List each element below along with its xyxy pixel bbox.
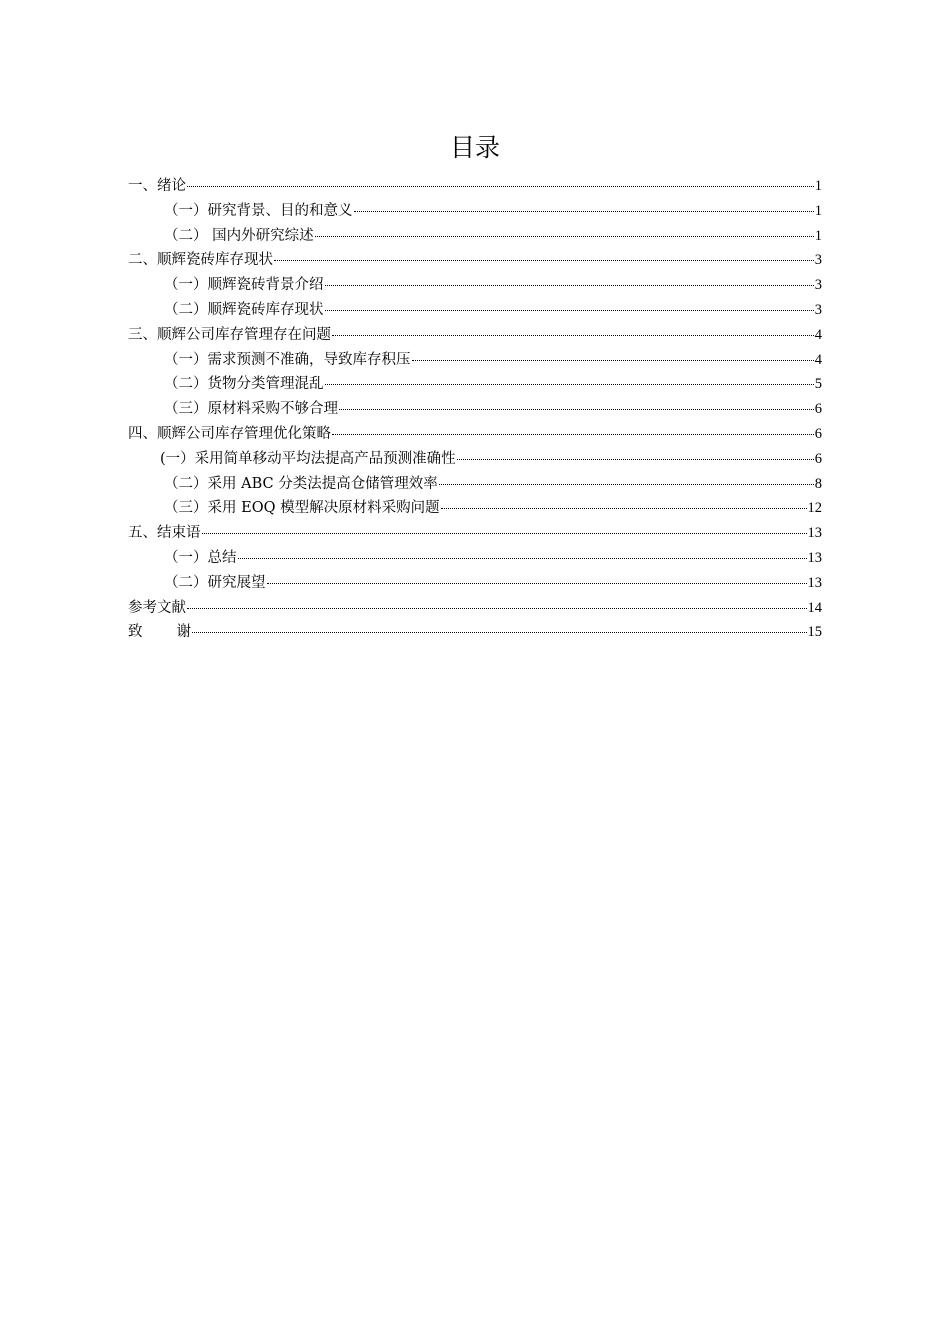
toc-entry[interactable] — [128, 496, 822, 521]
toc-entry-title: （二）研究展望 — [164, 574, 266, 591]
toc-entry[interactable] — [128, 571, 822, 596]
toc-entry-page: 4 — [814, 326, 822, 343]
toc-leader-dots — [202, 533, 807, 534]
toc-entry[interactable] — [128, 174, 822, 199]
toc-entry-title: 参考文献 — [128, 599, 186, 616]
toc-entry[interactable] — [128, 248, 822, 273]
toc-leader-dots — [325, 384, 814, 385]
table-of-contents — [128, 174, 822, 645]
toc-entry-title: (一）采用简单移动平均法提高产品预测准确性 — [160, 450, 456, 467]
toc-leader-dots — [325, 285, 814, 286]
toc-leader-dots — [332, 335, 814, 336]
toc-leader-dots — [274, 260, 814, 261]
toc-leader-dots — [354, 211, 814, 212]
toc-entry-title-part1: 致 — [128, 624, 143, 641]
toc-entry-title — [128, 620, 191, 645]
toc-entry-page: 13 — [807, 574, 822, 591]
toc-entry-title: 四、顺辉公司库存管理优化策略 — [128, 425, 331, 442]
toc-entry-title: 一、绪论 — [128, 178, 186, 194]
toc-leader-dots — [325, 310, 814, 311]
toc-entry-page: 6 — [814, 450, 822, 467]
toc-entry-page: 13 — [807, 549, 822, 566]
toc-entry-page: 1 — [814, 202, 822, 219]
toc-entry[interactable] — [128, 372, 822, 397]
toc-entry[interactable] — [128, 596, 822, 621]
toc-leader-dots — [267, 583, 807, 584]
toc-entry-page: 13 — [807, 525, 822, 542]
toc-entry-page: 12 — [807, 500, 822, 517]
toc-entry-title: 二、顺辉瓷砖库存现状 — [128, 252, 273, 269]
toc-entry-page: 3 — [814, 301, 822, 318]
toc-entry-page: 4 — [814, 351, 822, 368]
toc-entry[interactable] — [128, 397, 822, 422]
toc-leader-dots — [192, 632, 807, 633]
toc-entry[interactable] — [128, 224, 822, 249]
toc-entry-page: 1 — [814, 178, 822, 194]
toc-entry-title: （一）顺辉瓷砖背景介绍 — [164, 277, 324, 294]
toc-entry-page: 1 — [814, 227, 822, 244]
toc-leader-dots — [439, 484, 814, 485]
toc-leader-dots — [339, 409, 814, 410]
toc-entry-title: 五、结束语 — [128, 525, 201, 542]
toc-entry[interactable] — [128, 298, 822, 323]
toc-entry-page: 15 — [807, 624, 822, 641]
toc-entry[interactable] — [128, 199, 822, 224]
toc-entry-page: 3 — [814, 277, 822, 294]
toc-entry-title: （一）研究背景、目的和意义 — [164, 202, 353, 219]
toc-leader-dots — [187, 608, 807, 609]
toc-entry[interactable] — [128, 273, 822, 298]
toc-entry-page: 14 — [807, 599, 822, 616]
toc-entry-page: 3 — [814, 252, 822, 269]
toc-entry-page: 6 — [814, 401, 822, 418]
toc-entry[interactable] — [128, 546, 822, 571]
toc-entry-title: （三）原材料采购不够合理 — [164, 401, 338, 418]
toc-leader-dots — [457, 459, 814, 460]
toc-entry[interactable] — [128, 472, 822, 497]
toc-entry-title: （二） 国内外研究综述 — [164, 227, 314, 244]
toc-entry-title: （二）顺辉瓷砖库存现状 — [164, 301, 324, 318]
toc-entry-title: （二）采用 ABC 分类法提高仓储管理效率 — [164, 475, 438, 492]
toc-entry-title: （一）需求预测不准确，导致库存积压 — [164, 351, 411, 368]
toc-entry[interactable] — [128, 422, 822, 447]
toc-entry-title: （一）总结 — [164, 549, 237, 566]
toc-leader-dots — [187, 186, 814, 187]
toc-leader-dots — [332, 434, 814, 435]
toc-entry[interactable] — [128, 447, 822, 472]
toc-entry-page: 5 — [814, 376, 822, 393]
toc-leader-dots — [441, 508, 807, 509]
toc-entry[interactable] — [128, 348, 822, 373]
toc-leader-dots — [315, 236, 814, 237]
toc-entry-title: 三、顺辉公司库存管理存在问题 — [128, 326, 331, 343]
toc-entry-title: （二）货物分类管理混乱 — [164, 376, 324, 393]
toc-entry[interactable] — [128, 323, 822, 348]
toc-entry-page: 8 — [814, 475, 822, 492]
toc-leader-dots — [238, 558, 807, 559]
page-title: 目录 — [449, 133, 500, 162]
toc-entry-title: （三）采用 EOQ 模型解决原材料采购问题 — [164, 500, 440, 517]
toc-entry-title-part2: 谢 — [176, 624, 191, 641]
toc-entry[interactable] — [128, 620, 822, 645]
toc-leader-dots — [412, 360, 814, 361]
toc-entry-page: 6 — [814, 425, 822, 442]
toc-entry[interactable] — [128, 521, 822, 546]
